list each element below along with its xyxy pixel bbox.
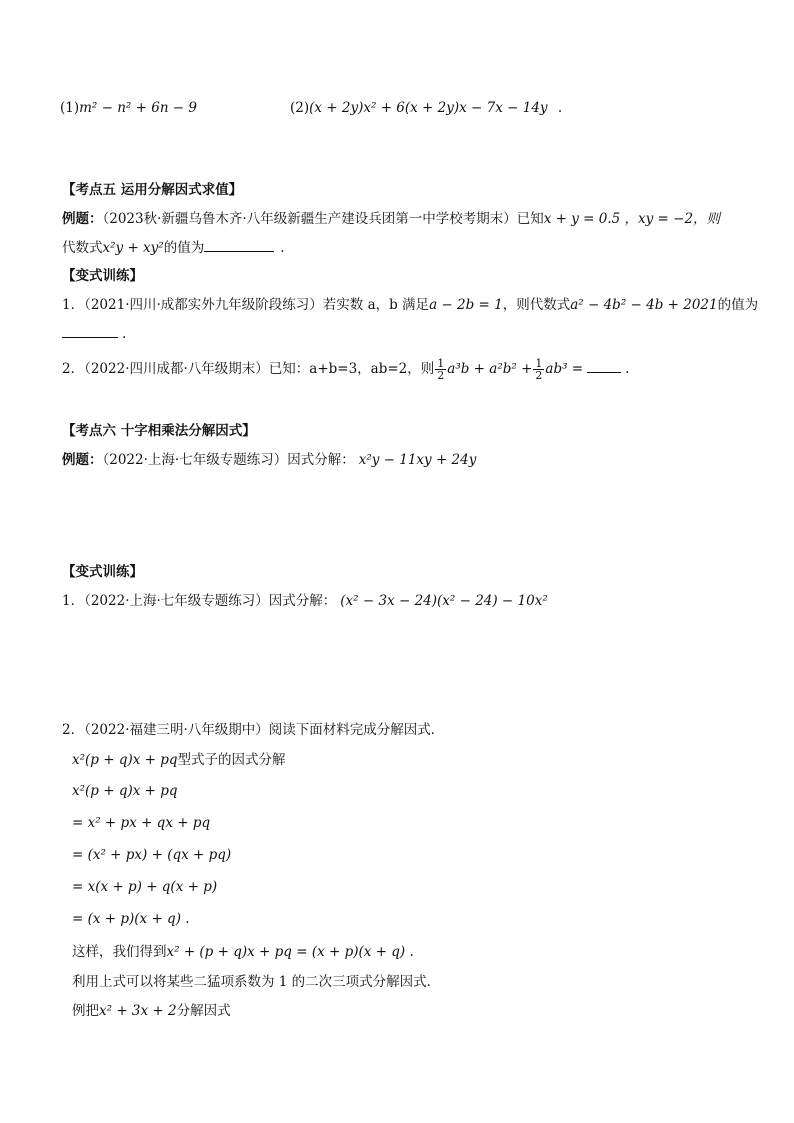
section-5-q1-line-1 [62, 295, 758, 315]
q1-expression: (x² − 3x − 24)(x² − 24) − 10x² [340, 593, 548, 609]
material-text-7: 这样，我们得到 [72, 944, 167, 960]
q1-period: . [122, 326, 127, 342]
material-line-6: = (x + p)(x + q) . [72, 911, 190, 927]
q1-source: 1．（2022·上海·七年级专题练习）因式分解： [62, 593, 337, 609]
problem-2-line [290, 98, 562, 118]
q2-answer-blank [587, 360, 621, 373]
example-source: （2023秋·新疆乌鲁木齐·八年级新疆生产建设兵团第一中学校考期末）已知 [102, 211, 544, 227]
material-line-5: = x(x + p) + q(x + p) [72, 879, 218, 895]
example-expression: x²y − 11xy + 24y [358, 452, 477, 468]
example-expression: x²y + xy² [102, 240, 164, 256]
section-6-q1-line [62, 591, 548, 611]
q2-fraction-2: $\frac{1}{2}$ [535, 357, 543, 382]
problem-2-expression: (x + 2y)x² + 6(x + 2y)x − 7x − 14y [309, 100, 548, 116]
section-5-example-line-2 [62, 238, 285, 258]
material-line-1 [72, 750, 286, 770]
material-text-1: 型式子的因式分解 [177, 752, 286, 768]
q1-text-2: ，则代数式 [502, 297, 571, 313]
q1-expression: a² − 4b² − 4b + 2021 [570, 297, 718, 313]
example-label: 例题： [62, 211, 103, 227]
q1-text-3: 的值为 [717, 297, 759, 313]
material-expression-7: x² + (p + q)x + pq = (x + p)(x + q) . [166, 944, 414, 960]
material-text-9: 例把 [72, 1003, 99, 1019]
problem-1-number: (1) [60, 100, 80, 116]
section-6-example-line [62, 450, 476, 470]
section-5-q2-line [62, 358, 629, 381]
material-expression-1: x²(p + q)x + pq [72, 752, 178, 768]
section-5-q1-line-2 [62, 324, 126, 344]
material-text-9b: 分解因式 [176, 1003, 231, 1019]
q1-answer-blank [62, 325, 118, 338]
q2-source: 2．（2022·四川成都·八年级期末）已知：a+b=3，ab=2，则 [62, 361, 435, 377]
example-period: . [280, 240, 285, 256]
q2-expression-1: a³b + a²b² + [447, 361, 533, 377]
problem-2-period: . [557, 100, 563, 116]
material-expression-9: x² + 3x + 2 [99, 1003, 177, 1019]
q2-period: . [625, 361, 630, 377]
example-text-a: 代数式 [62, 240, 103, 256]
q1-source: 1．（2021·四川·成都实外九年级阶段练习）若实数 a，b 满足 [62, 297, 430, 313]
material-line-3: = x² + px + qx + pq [72, 815, 211, 831]
example-label: 例题： [62, 452, 103, 468]
section-5-heading: 【考点五 运用分解因式求值】 [62, 182, 243, 198]
q1-condition: a − 2b = 1 [429, 297, 503, 313]
section-5-variant-heading: 【变式训练】 [62, 268, 143, 284]
q2-fraction-1: $\frac{1}{2}$ [437, 357, 445, 382]
example-condition: x + y = 0.5 ，xy = −2，则 [543, 211, 721, 227]
q2-expression-2: ab³ = [545, 361, 584, 377]
problem-1-expression: m² − n² + 6n − 9 [79, 100, 197, 116]
material-line-2: x²(p + q)x + pq [72, 783, 178, 799]
section-6-variant-heading: 【变式训练】 [62, 564, 143, 580]
problem-2-number: (2) [290, 100, 310, 116]
problem-1-line [60, 98, 197, 118]
section-6-heading: 【考点六 十字相乘法分解因式】 [62, 423, 256, 439]
section-6-q2-line: 2．（2022·福建三明·八年级期中）阅读下面材料完成分解因式． [62, 722, 445, 738]
section-5-example-line-1 [62, 209, 720, 229]
example-text-b: 的值为 [163, 240, 205, 256]
answer-blank [204, 239, 274, 252]
material-line-7 [72, 942, 414, 962]
material-line-9 [72, 1001, 231, 1021]
example-source: （2022·上海·七年级专题练习）因式分解： [102, 452, 355, 468]
material-line-8: 利用上式可以将某些二猛项系数为 1 的二次三项式分解因式． [72, 974, 441, 990]
material-line-4: = (x² + px) + (qx + pq) [72, 847, 232, 863]
